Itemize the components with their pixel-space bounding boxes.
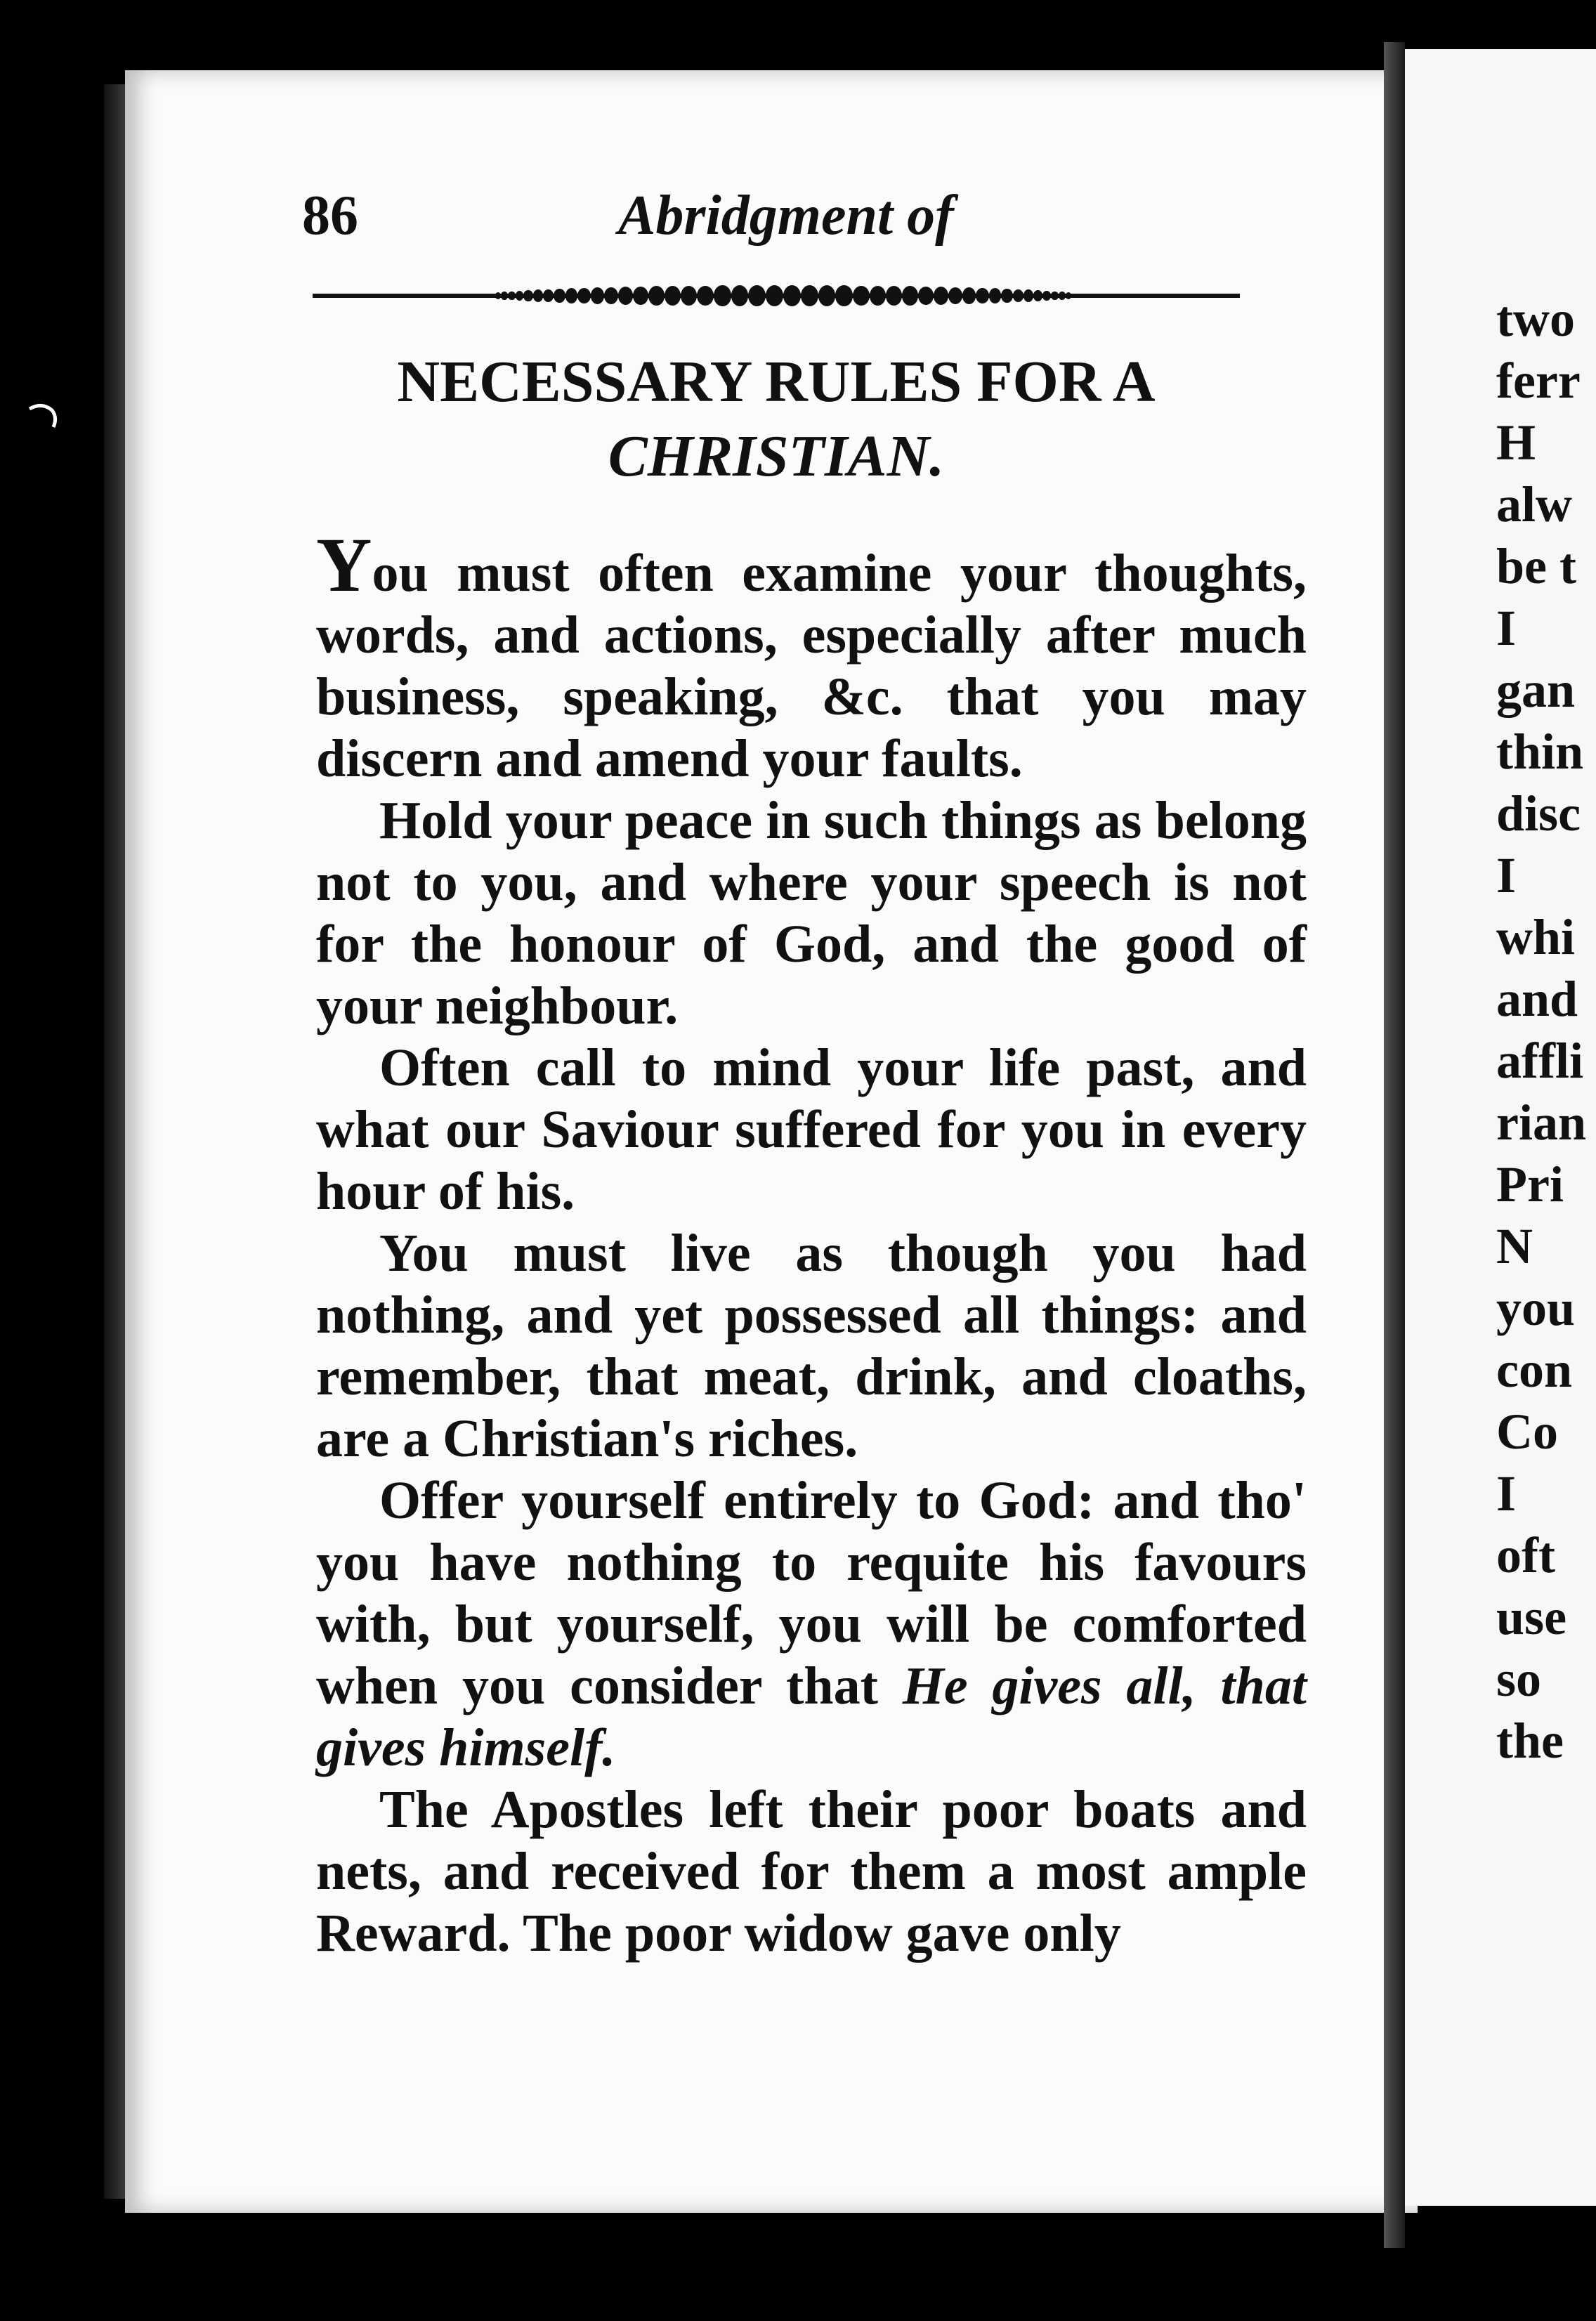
right-page-line: and xyxy=(1496,971,1578,1027)
rule-bead xyxy=(934,287,948,304)
paragraph-6: The Apostles left their poor boats and nets, and received for them a most ample Reward. The poor widow gave only xyxy=(316,1780,1307,1963)
rule-bead xyxy=(523,290,532,301)
rule-bead xyxy=(886,286,902,306)
rule-bead xyxy=(748,285,766,306)
rule-bead xyxy=(918,287,934,305)
rule-bead xyxy=(604,287,618,304)
right-page-line: Pri xyxy=(1496,1156,1564,1212)
right-page-line: rian xyxy=(1496,1094,1587,1151)
rule-bead xyxy=(783,285,801,306)
paragraph-3: Often call to mind your life past, and what our Saviour suffered for you in every hour of his. xyxy=(316,1038,1307,1221)
rule-bead xyxy=(577,288,590,303)
right-page-text-fragments xyxy=(1496,288,1595,1772)
rule-bead xyxy=(648,286,664,305)
rule-bead xyxy=(1059,292,1066,299)
rule-bead xyxy=(948,287,962,304)
page-number: 86 xyxy=(302,185,358,247)
right-page-line: so xyxy=(1496,1651,1542,1707)
running-head: Abridgment of xyxy=(618,185,954,247)
title-line-1: NECESSARY RULES FOR A xyxy=(397,349,1156,414)
right-page-line: con xyxy=(1496,1342,1572,1398)
rule-bead xyxy=(818,285,836,306)
rule-bead xyxy=(508,292,516,301)
right-page-line: Co xyxy=(1496,1404,1558,1460)
right-page-line: I xyxy=(1496,1465,1517,1522)
rule-bead xyxy=(731,285,749,306)
rule-bead xyxy=(853,286,870,306)
right-page-line: be t xyxy=(1496,538,1576,594)
paragraph-1: You must often examine your thoughts, words, and actions, especially after much business, speaking, &c. that you may discern and amend your faults. xyxy=(316,522,1307,788)
rule-bead xyxy=(801,285,818,306)
title-line-2: CHRISTIAN. xyxy=(608,424,945,490)
rule-bead xyxy=(714,285,731,306)
right-page-line: whi xyxy=(1496,909,1576,965)
rule-bead xyxy=(681,286,698,306)
rule-bead xyxy=(962,287,976,303)
paragraph-5: Offer yourself entirely to God: and tho' you have nothing to requite his favours with, but yourself, you will be comforted when you consider that He gives all, that gives himself. xyxy=(316,1471,1307,1777)
rule-bead xyxy=(618,287,633,304)
right-page-line: H xyxy=(1496,414,1536,471)
right-page-line: use xyxy=(1496,1589,1567,1645)
rule-bead xyxy=(1023,289,1033,301)
rule-bead xyxy=(533,289,543,301)
rule-bead xyxy=(501,292,508,299)
right-page-line: N xyxy=(1496,1218,1533,1274)
rule-bead xyxy=(1013,289,1023,302)
page-header xyxy=(302,184,1236,261)
right-page-line: disc xyxy=(1496,785,1581,842)
rule-bead xyxy=(591,287,604,303)
rule-bead xyxy=(1051,292,1059,301)
ornamental-rule xyxy=(313,281,1240,309)
rule-bead xyxy=(835,285,852,306)
right-page-line: oft xyxy=(1496,1527,1555,1583)
rule-bead xyxy=(989,288,1001,303)
rule-bead xyxy=(1042,291,1051,301)
right-page-line: thin xyxy=(1496,724,1584,780)
rule-bead xyxy=(1033,290,1042,301)
chapter-title xyxy=(313,351,1240,488)
drop-cap: Y xyxy=(316,522,372,608)
right-page-line: affli xyxy=(1496,1033,1583,1089)
body-text xyxy=(316,522,1307,1964)
right-page-line: gan xyxy=(1496,662,1576,718)
rule-bead xyxy=(1066,292,1071,299)
rule-bead xyxy=(565,288,577,303)
right-page-line: alw xyxy=(1496,476,1572,532)
paragraph-4: You must live as though you had nothing, and yet possessed all things: and remember, that meat, drink, and cloaths, are a Christian's riches. xyxy=(316,1224,1307,1468)
right-page-line: you xyxy=(1496,1280,1576,1336)
right-page-line: I xyxy=(1496,600,1517,656)
right-page-line: I xyxy=(1496,847,1517,903)
rule-bead xyxy=(697,286,714,306)
italic-phrase: He gives all, that gives himself. xyxy=(316,1656,1307,1777)
rule-bead xyxy=(554,289,565,303)
book-gutter xyxy=(1384,42,1405,2248)
right-page-line: two xyxy=(1496,291,1575,347)
rule-bead xyxy=(543,289,554,302)
right-page-line: ferr xyxy=(1496,353,1581,409)
paragraph-2: Hold your peace in such things as belong not to you, and where your speech is not for the honour of God, and the good of your neighbour. xyxy=(316,791,1307,1035)
rule-bead xyxy=(665,286,681,306)
rule-bead xyxy=(633,287,648,305)
rule-bead xyxy=(976,288,988,303)
margin-mark xyxy=(28,400,63,429)
rule-bead xyxy=(766,285,783,306)
rule-bead xyxy=(1001,289,1012,303)
rule-bead xyxy=(870,286,887,306)
rule-bead xyxy=(902,286,917,305)
rule-bead xyxy=(495,292,501,299)
rule-bead xyxy=(516,291,524,301)
right-page-line: the xyxy=(1496,1713,1564,1769)
rule-beads xyxy=(495,282,1071,309)
